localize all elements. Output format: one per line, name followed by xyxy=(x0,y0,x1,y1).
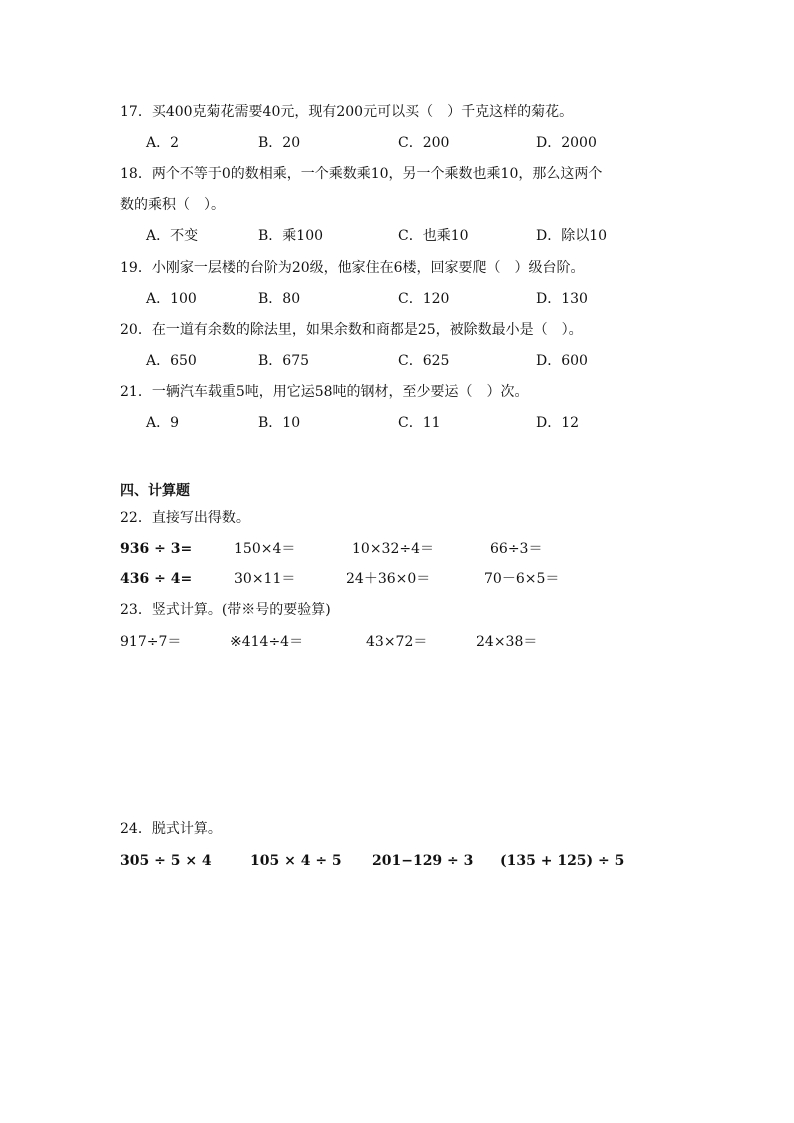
q21-option-a: A．9 xyxy=(146,415,180,431)
question-24: 24．脱式计算。 xyxy=(120,821,222,837)
q22-r1-c2: 150×4＝ xyxy=(234,541,296,557)
q18-option-a: A．不变 xyxy=(146,228,199,244)
q22-r1-c4: 66÷3＝ xyxy=(490,541,543,557)
q22-r1-c1: 936 ÷ 3= xyxy=(120,541,193,557)
q21-option-b: B．10 xyxy=(258,415,301,431)
q22-r2-c3: 24＋36×0＝ xyxy=(346,571,431,587)
question-17: 17．买400克菊花需要40元，现有200元可以买（ ）千克这样的菊花。 xyxy=(120,104,574,120)
q19-option-a: A．100 xyxy=(146,291,197,307)
q18-option-c: C．也乘10 xyxy=(398,228,469,244)
question-19: 19．小刚家一层楼的台阶为20级，他家住在6楼，回家要爬（ ）级台阶。 xyxy=(120,260,585,276)
q23-item-1: 917÷7＝ xyxy=(120,634,182,650)
q23-item-4: 24×38＝ xyxy=(476,634,538,650)
q20-option-d: D．600 xyxy=(536,353,588,369)
question-18-line1: 18．两个不等于0的数相乘，一个乘数乘10，另一个乘数也乘10，那么这两个 xyxy=(120,166,603,182)
q19-option-c: C．120 xyxy=(398,291,450,307)
q17-option-a: A．2 xyxy=(146,135,180,151)
q24-item-4: (135 + 125) ÷ 5 xyxy=(500,853,625,869)
q19-option-b: B．80 xyxy=(258,291,301,307)
q22-r1-c3: 10×32÷4＝ xyxy=(352,541,434,557)
q22-r2-c4: 70－6×5＝ xyxy=(484,571,560,587)
q21-option-c: C．11 xyxy=(398,415,441,431)
question-20: 20．在一道有余数的除法里，如果余数和商都是25，被除数最小是（ ）。 xyxy=(120,322,583,338)
question-22: 22．直接写出得数。 xyxy=(120,510,250,526)
q24-item-2: 105 × 4 ÷ 5 xyxy=(250,853,342,869)
q20-option-a: A．650 xyxy=(146,353,197,369)
q21-option-d: D．12 xyxy=(536,415,580,431)
question-18-line2: 数的乘积（ ）。 xyxy=(120,197,225,213)
q24-item-1: 305 ÷ 5 × 4 xyxy=(120,853,212,869)
q23-item-2: ※414÷4＝ xyxy=(230,634,304,650)
q17-option-d: D．2000 xyxy=(536,135,597,151)
q22-r2-c2: 30×11＝ xyxy=(234,571,296,587)
question-23: 23．竖式计算。(带※号的要验算) xyxy=(120,602,331,618)
q18-option-b: B．乘100 xyxy=(258,228,324,244)
q24-item-3: 201−129 ÷ 3 xyxy=(372,853,474,869)
question-21: 21．一辆汽车载重5吨，用它运58吨的钢材，至少要运（ ）次。 xyxy=(120,384,529,400)
q18-option-d: D．除以10 xyxy=(536,228,608,244)
q23-item-3: 43×72＝ xyxy=(366,634,428,650)
q20-option-c: C．625 xyxy=(398,353,450,369)
q17-option-c: C．200 xyxy=(398,135,450,151)
section-title: 四、计算题 xyxy=(120,483,190,499)
q20-option-b: B．675 xyxy=(258,353,310,369)
q17-option-b: B．20 xyxy=(258,135,301,151)
q22-r2-c1: 436 ÷ 4= xyxy=(120,571,193,587)
q19-option-d: D．130 xyxy=(536,291,588,307)
